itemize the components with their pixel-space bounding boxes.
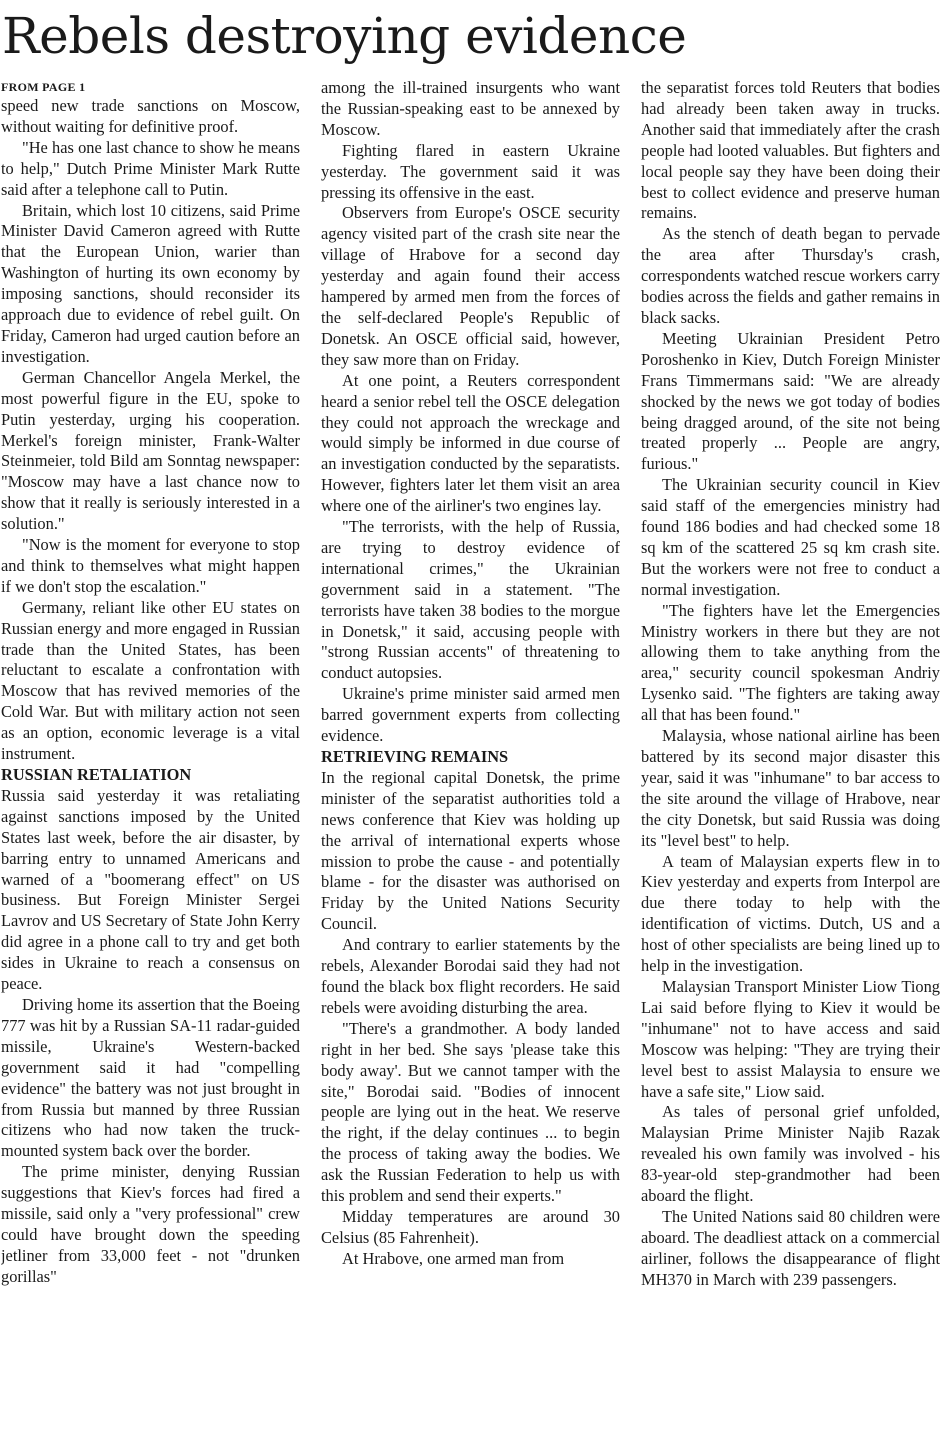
paragraph: In the regional capital Donetsk, the prime minister of the separatist authorities told a news conference that Kiev was holding up the arrival of international experts whose mission to probe the cause - and potentially blame - for the disaster was authorised on Friday by the United Nations Security Council.	[321, 767, 620, 934]
paragraph: And contrary to earlier statements by the rebels, Alexander Borodai said they had not found the black box flight recorders. He said rebels were avoiding disturbing the area.	[321, 935, 620, 1017]
paragraph: Britain, which lost 10 citizens, said Prime Minister David Cameron agreed with Rutte that the European Union, warier than Washington of hurting its own economy by imposing sanctions, should reconsider its approach due to evidence of rebel guilt. On Friday, Cameron had urged caution before an investigation.	[1, 200, 300, 366]
paragraph: German Chancellor Angela Merkel, the most powerful figure in the EU, spoke to Putin yesterday, urging his cooperation. Merkel's foreign minister, Frank-Walter Steinmeier, told Bild am Sonntag newspaper: "Moscow may have a last chance now to show that it really is seriously interested in a solution."	[1, 367, 300, 534]
paragraph: Germany, reliant like other EU states on Russian energy and more engaged in Russian trade than the United States, has been reluctant to escalate a confrontation with Moscow that has revived memories of the Cold War. But with military action not seen as an option, economic leverage is a vital instrument.	[1, 597, 300, 764]
paragraph: Observers from Europe's OSCE security agency visited part of the crash site near the village of Hrabove for a second day yesterday and again found their access hampered by armed men from the forces of the self-declared People's Republic of Donetsk. An OSCE official said, however, they saw more than on Friday.	[321, 203, 620, 369]
paragraph: "He has one last chance to show he means to help," Dutch Prime Minister Mark Rutte said after a telephone call to Putin.	[1, 137, 300, 199]
section-subhead: RUSSIAN RETALIATION	[1, 765, 192, 784]
paragraph: At one point, a Reuters correspondent heard a senior rebel tell the OSCE delegation they could not approach the wreckage and would simply be informed in due course of an investigation conducted by the separatists. However, fighters later let them visit an area where one of the airliner's two engines lay.	[321, 370, 620, 516]
paragraph: The Ukrainian security council in Kiev said staff of the emergencies ministry had found 186 bodies and had checked some 18 sq km of the scattered 25 sq km crash site. But the workers were not free to conduct a normal investigation.	[641, 475, 940, 599]
paragraph: Ukraine's prime minister said armed men barred government experts from collecting evidence.	[321, 684, 620, 746]
paragraph: Driving home its assertion that the Boeing 777 was hit by a Russian SA-11 radar-guided missile, Ukraine's Western-backed government said it had "compelling evidence" the battery was not just brought in from Russia but manned by three Russian citizens who had now taken the truck-mounted system back over the border.	[1, 994, 300, 1161]
article-column-1	[1, 78, 300, 1448]
paragraph: The United Nations said 80 children were aboard. The deadliest attack on a commercial airliner, follows the disappearance of flight MH370 in March with 239 passengers.	[641, 1206, 940, 1289]
paragraph: "The terrorists, with the help of Russia, are trying to destroy evidence of international crimes," the Ukrainian government said in a statement. "The terrorists have taken 38 bodies to the morgue in Donetsk," it said, accusing people with "strong Russian accents" of threatening to conduct autopsies.	[321, 517, 620, 683]
paragraph: "Now is the moment for everyone to stop and think to themselves what might happen if we don't stop the escalation."	[1, 535, 300, 596]
paragraph: The prime minister, denying Russian suggestions that Kiev's forces had fired a missile, said only a "very professional" crew could have brought down the speeding jetliner from 33,000 feet - not "drunken gorillas"	[1, 1162, 300, 1286]
paragraph: Russia said yesterday it was retaliating against sanctions imposed by the United States last week, before the air disaster, by barring entry to unnamed Americans and warned of a "boomerang effect" on US business. But Foreign Minister Sergei Lavrov and US Secretary of State John Kerry did agree in a phone call to try and get both sides in Ukraine to reach a consensus on peace.	[1, 785, 300, 994]
paragraph: As tales of personal grief unfolded, Malaysian Prime Minister Najib Razak revealed his own family was involved - his 83-year-old step-grandmother had been aboard the flight.	[641, 1102, 940, 1206]
paragraph: among the ill-trained insurgents who want the Russian-speaking east to be annexed by Moscow.	[321, 78, 620, 139]
article-column-2	[321, 78, 620, 1448]
paragraph: "There's a grandmother. A body landed right in her bed. She says 'please take this body away'. But we cannot tamper with the site," Borodai said. "Bodies of innocent people are lying out in the heat. We reserve the right, if the delay continues ... to begin the process of taking away the bodies. We ask the Russian Federation to help us with this problem and send their experts."	[321, 1018, 620, 1206]
paragraph: Meeting Ukrainian President Petro Poroshenko in Kiev, Dutch Foreign Minister Frans Timmermans said: "We are already shocked by the news we got today of bodies being dragged around, of the site not being treated properly ... People are angry, furious."	[641, 328, 940, 474]
paragraph: At Hrabove, one armed man from	[342, 1248, 565, 1268]
paragraph: Fighting flared in eastern Ukraine yesterday. The government said it was pressing its offensive in the east.	[321, 140, 620, 202]
paragraph: Malaysian Transport Minister Liow Tiong Lai said before flying to Kiev it would be "inhumane" not to have access and said Moscow was helping: "They are trying their level best to assist Malaysia to ensure we have a safe site," Liow said.	[641, 976, 940, 1101]
paragraph: the separatist forces told Reuters that bodies had already been taken away in trucks. Another said that immediately after the crash people had looted valuables. But fighters and local people say they have been doing their best to collect evidence and preserve human remains.	[641, 78, 940, 223]
paragraph: speed new trade sanctions on Moscow, without waiting for definitive proof.	[1, 96, 300, 136]
paragraph: As the stench of death began to pervade the area after Thursday's crash, correspondents watched rescue workers carry bodies across the fields and gather remains in black sacks.	[641, 224, 940, 327]
paragraph: "The fighters have let the Emergencies Ministry workers in there but they are not allowing them to take anything from the area," security council spokesman Andriy Lysenko said. "The fighters are taking away all that has been found."	[641, 600, 940, 725]
paragraph: A team of Malaysian experts flew in to Kiev yesterday and experts from Interpol are due there today to help with the identification of victims. Dutch, US and a host of other specialists are being lined up to help in the investigation.	[641, 851, 940, 976]
paragraph: Midday temperatures are around 30 Celsius (85 Fahrenheit).	[321, 1206, 620, 1247]
headline: Rebels destroying evidence	[2, 7, 687, 65]
section-subhead: RETRIEVING REMAINS	[321, 747, 509, 766]
paragraph: Malaysia, whose national airline has been battered by its second major disaster this year, said it was "inhumane" to bar access to the site around the village of Hrabove, near the city Donetsk, but said Russia was doing its "level best" to help.	[641, 726, 940, 850]
article-column-3	[641, 78, 940, 1448]
continuation-kicker: FROM PAGE 1	[1, 80, 86, 94]
